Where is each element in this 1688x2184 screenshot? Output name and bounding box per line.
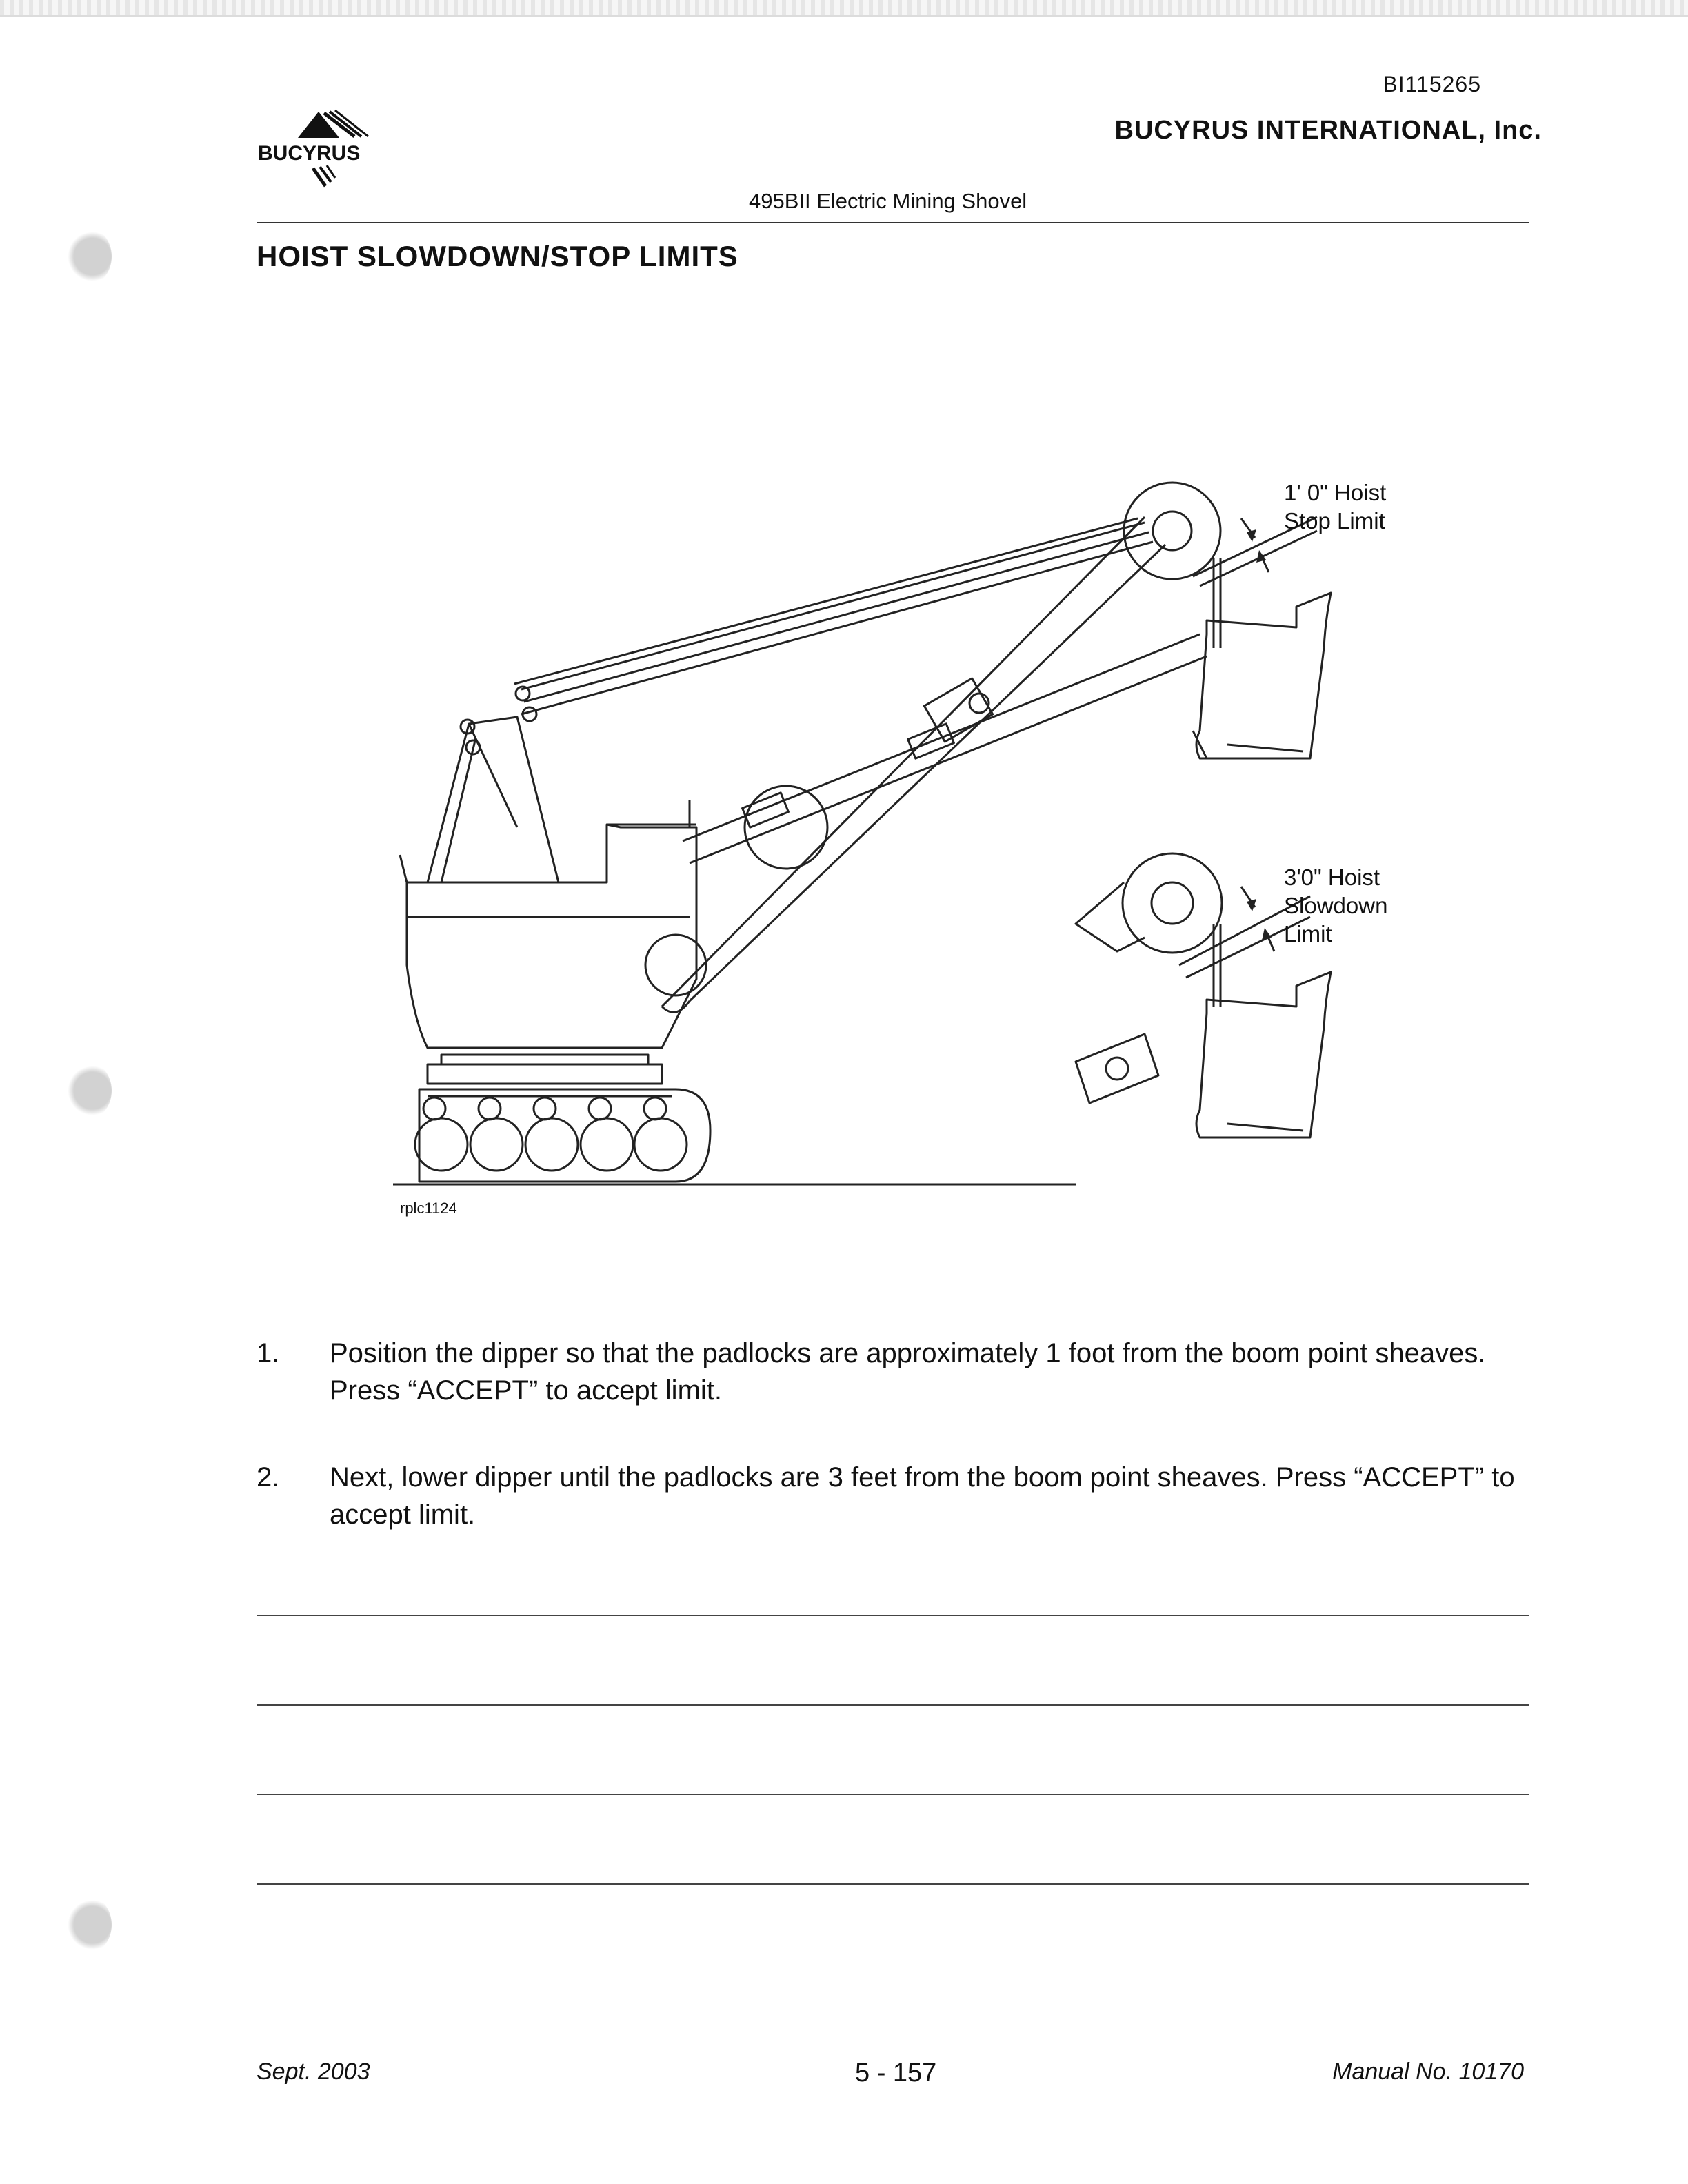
scan-top-strip [0, 0, 1688, 17]
slowdown-limit-label [1284, 863, 1387, 948]
binder-hole-mark [63, 228, 112, 285]
page-number: 5 - 157 [855, 2059, 937, 2087]
slowdown-limit-label-line: Limit [1284, 921, 1332, 947]
svg-text:BUCYRUS: BUCYRUS [258, 142, 361, 165]
instruction-list [257, 1335, 1529, 1583]
step-number: 2. [257, 1462, 280, 1493]
header-rule [257, 222, 1529, 223]
stop-limit-label-line: 1' 0" Hoist [1284, 480, 1387, 505]
stop-limit-label-line: Stop Limit [1284, 508, 1385, 534]
binder-hole-mark [63, 1062, 112, 1120]
manual-number: Manual No. 10170 [1332, 2059, 1524, 2085]
figure-id: rplc1124 [400, 1200, 457, 1217]
section-title: HOIST SLOWDOWN/STOP LIMITS [257, 240, 738, 272]
note-line [257, 1704, 1529, 1706]
machine-subtitle: 495BII Electric Mining Shovel [749, 189, 1027, 213]
stop-limit-label [1284, 478, 1386, 535]
step-number: 1. [257, 1338, 280, 1368]
instruction-step [257, 1335, 1529, 1409]
company-name: BUCYRUS INTERNATIONAL, Inc. [1114, 116, 1542, 145]
step-text: Position the dipper so that the padlocks are approximately 1 foot from the boom point sheaves. Press “ACCEPT” to accept limit. [330, 1338, 1486, 1406]
instruction-step [257, 1459, 1529, 1533]
footer-date: Sept. 2003 [257, 2059, 370, 2085]
note-line [257, 1615, 1529, 1616]
binder-hole-mark [63, 1896, 112, 1954]
shovel-diagram [386, 441, 1420, 1213]
step-text: Next, lower dipper until the padlocks are 3 feet from the boom point sheaves. Press “ACCEPT” to accept limit. [330, 1462, 1515, 1530]
note-line [257, 1883, 1529, 1885]
note-line [257, 1794, 1529, 1795]
slowdown-limit-label-line: Slowdown [1284, 893, 1388, 918]
document-id: BI115265 [1383, 72, 1481, 97]
slowdown-limit-label-line: 3'0" Hoist [1284, 865, 1380, 890]
bucyrus-logo [257, 109, 388, 192]
